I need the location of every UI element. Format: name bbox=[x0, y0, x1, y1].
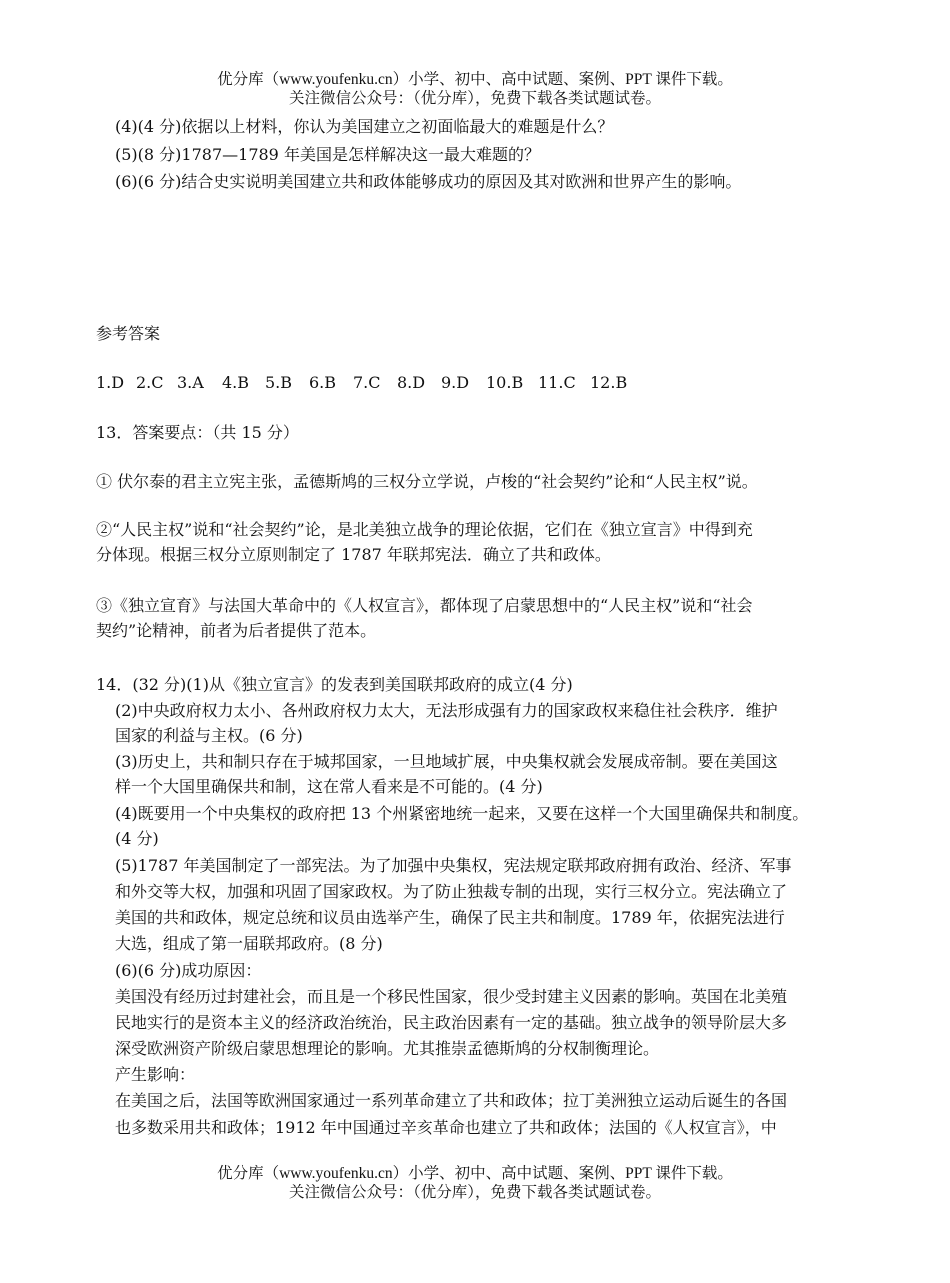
q14-line-13: 美国没有经历过封建社会，而且是一个移民性国家，很少受封建主义因素的影响。英国在北美殖 bbox=[115, 987, 788, 1006]
answers-title: 参考答案 bbox=[96, 324, 161, 343]
q14-line-1: 14．(32 分)(1)从《独立宣言》的发表到美国联邦政府的成立(4 分) bbox=[96, 675, 573, 694]
q14-line-12: (6)(6 分)成功原因： bbox=[115, 961, 262, 980]
page-header bbox=[0, 70, 950, 108]
header-line-1: 优分库（www.youfenku.cn）小学、初中、高中试题、案例、PPT 课件下载。 bbox=[217, 71, 733, 88]
q14-line-2: (2)中央政府权力太小、各州政府权力太大，无法形成强有力的国家政权来稳住社会秩序．维护 bbox=[115, 701, 778, 720]
q14-line-16: 产生影响： bbox=[115, 1065, 196, 1084]
mc-answer: 7.C bbox=[353, 373, 381, 392]
q13-point-3-line-2: 契约”论精神，前者为后者提供了范本。 bbox=[96, 621, 377, 640]
q13-point-1: ① 伏尔泰的君主立宪主张，孟德斯鸠的三权分立学说，卢梭的“社会契约”论和“人民主权”说。 bbox=[96, 472, 758, 491]
mc-answer: 4.B bbox=[222, 373, 250, 392]
mc-answer: 6.B bbox=[309, 373, 337, 392]
mc-answer: 3.A bbox=[177, 373, 204, 392]
mc-answer: 5.B bbox=[265, 373, 293, 392]
q14-line-6: (4)既要用一个中央集权的政府把 13 个州紧密地统一起来，又要在这样一个大国里确保共和制度。 bbox=[115, 804, 809, 823]
q14-line-8: (5)1787 年美国制定了一部宪法。为了加强中央集权，宪法规定联邦政府拥有政治、经济、军事 bbox=[115, 856, 792, 875]
q14-line-10: 美国的共和政体，规定总统和议员由选举产生，确保了民主共和制度。1789 年，依据宪法进行 bbox=[115, 908, 785, 927]
q13-point-3-line-1: ③《独立宣育》与法国大革命中的《人权宣言》，都体现了启蒙思想中的“人民主权”说和“社会 bbox=[96, 596, 753, 615]
q14-line-17: 在美国之后，法国等欧洲国家通过一系列革命建立了共和政体；拉丁美洲独立运动后诞生的各国 bbox=[115, 1091, 788, 1110]
mc-answer: 9.D bbox=[441, 373, 470, 392]
header-line-2: 关注微信公众号：（优分库），免费下载各类试题试卷。 bbox=[288, 90, 661, 107]
mc-answer: 10.B bbox=[486, 373, 524, 392]
mc-answers bbox=[96, 373, 627, 393]
page-footer bbox=[0, 1164, 950, 1202]
q14-line-4: (3)历史上，共和制只存在于城邦国家，一旦地域扩展，中央集权就会发展成帝制。要在美国这 bbox=[115, 752, 778, 771]
footer-line-2: 关注微信公众号：（优分库），免费下载各类试题试卷。 bbox=[288, 1184, 661, 1201]
mc-answer: 1.D bbox=[96, 373, 125, 392]
question-6: (6)(6 分)结合史实说明美国建立共和政体能够成功的原因及其对欧洲和世界产生的影响。 bbox=[115, 172, 742, 191]
q14-line-3: 国家的利益与主权。(6 分) bbox=[115, 726, 303, 745]
q14-line-14: 民地实行的是资本主义的经济政治统治，民主政治因素有一定的基础。独立战争的领导阶层大多 bbox=[115, 1013, 788, 1032]
question-4: (4)(4 分)依据以上材料，你认为美国建立之初面临最大的难题是什么？ bbox=[115, 117, 614, 136]
mc-answer: 8.D bbox=[397, 373, 426, 392]
mc-answer: 2.C bbox=[136, 373, 164, 392]
q13-point-2-line-1: ②“人民主权”说和“社会契约”论，是北美独立战争的理论依据，它们在《独立宣言》中得到充 bbox=[96, 520, 753, 539]
mc-answer: 11.C bbox=[538, 373, 576, 392]
q13-title: 13．答案要点：（共 15 分） bbox=[96, 423, 299, 442]
q14-line-9: 和外交等大权，加强和巩固了国家政权。为了防止独裁专制的出现，实行三权分立。宪法确立了 bbox=[115, 882, 788, 901]
mc-answer: 12.B bbox=[590, 373, 628, 392]
q13-point-2-line-2: 分体现。根据三权分立原则制定了 1787 年联邦宪法．确立了共和政体。 bbox=[96, 545, 611, 564]
question-5: (5)(8 分)1787—1789 年美国是怎样解决这一最大难题的？ bbox=[115, 145, 540, 164]
q14-line-7: (4 分) bbox=[115, 829, 159, 848]
q14-line-11: 大选，组成了第一届联邦政府。(8 分) bbox=[115, 934, 383, 953]
q14-line-15: 深受欧洲资产阶级启蒙思想理论的影响。尤其推崇孟德斯鸠的分权制衡理论。 bbox=[115, 1039, 660, 1058]
q14-line-5: 样一个大国里确保共和制，这在常人看来是不可能的。(4 分) bbox=[115, 777, 543, 796]
q14-line-18: 也多数采用共和政体；1912 年中国通过辛亥革命也建立了共和政体；法国的《人权宣言》，中 bbox=[115, 1118, 777, 1137]
footer-line-1: 优分库（www.youfenku.cn）小学、初中、高中试题、案例、PPT 课件下载。 bbox=[217, 1165, 733, 1182]
